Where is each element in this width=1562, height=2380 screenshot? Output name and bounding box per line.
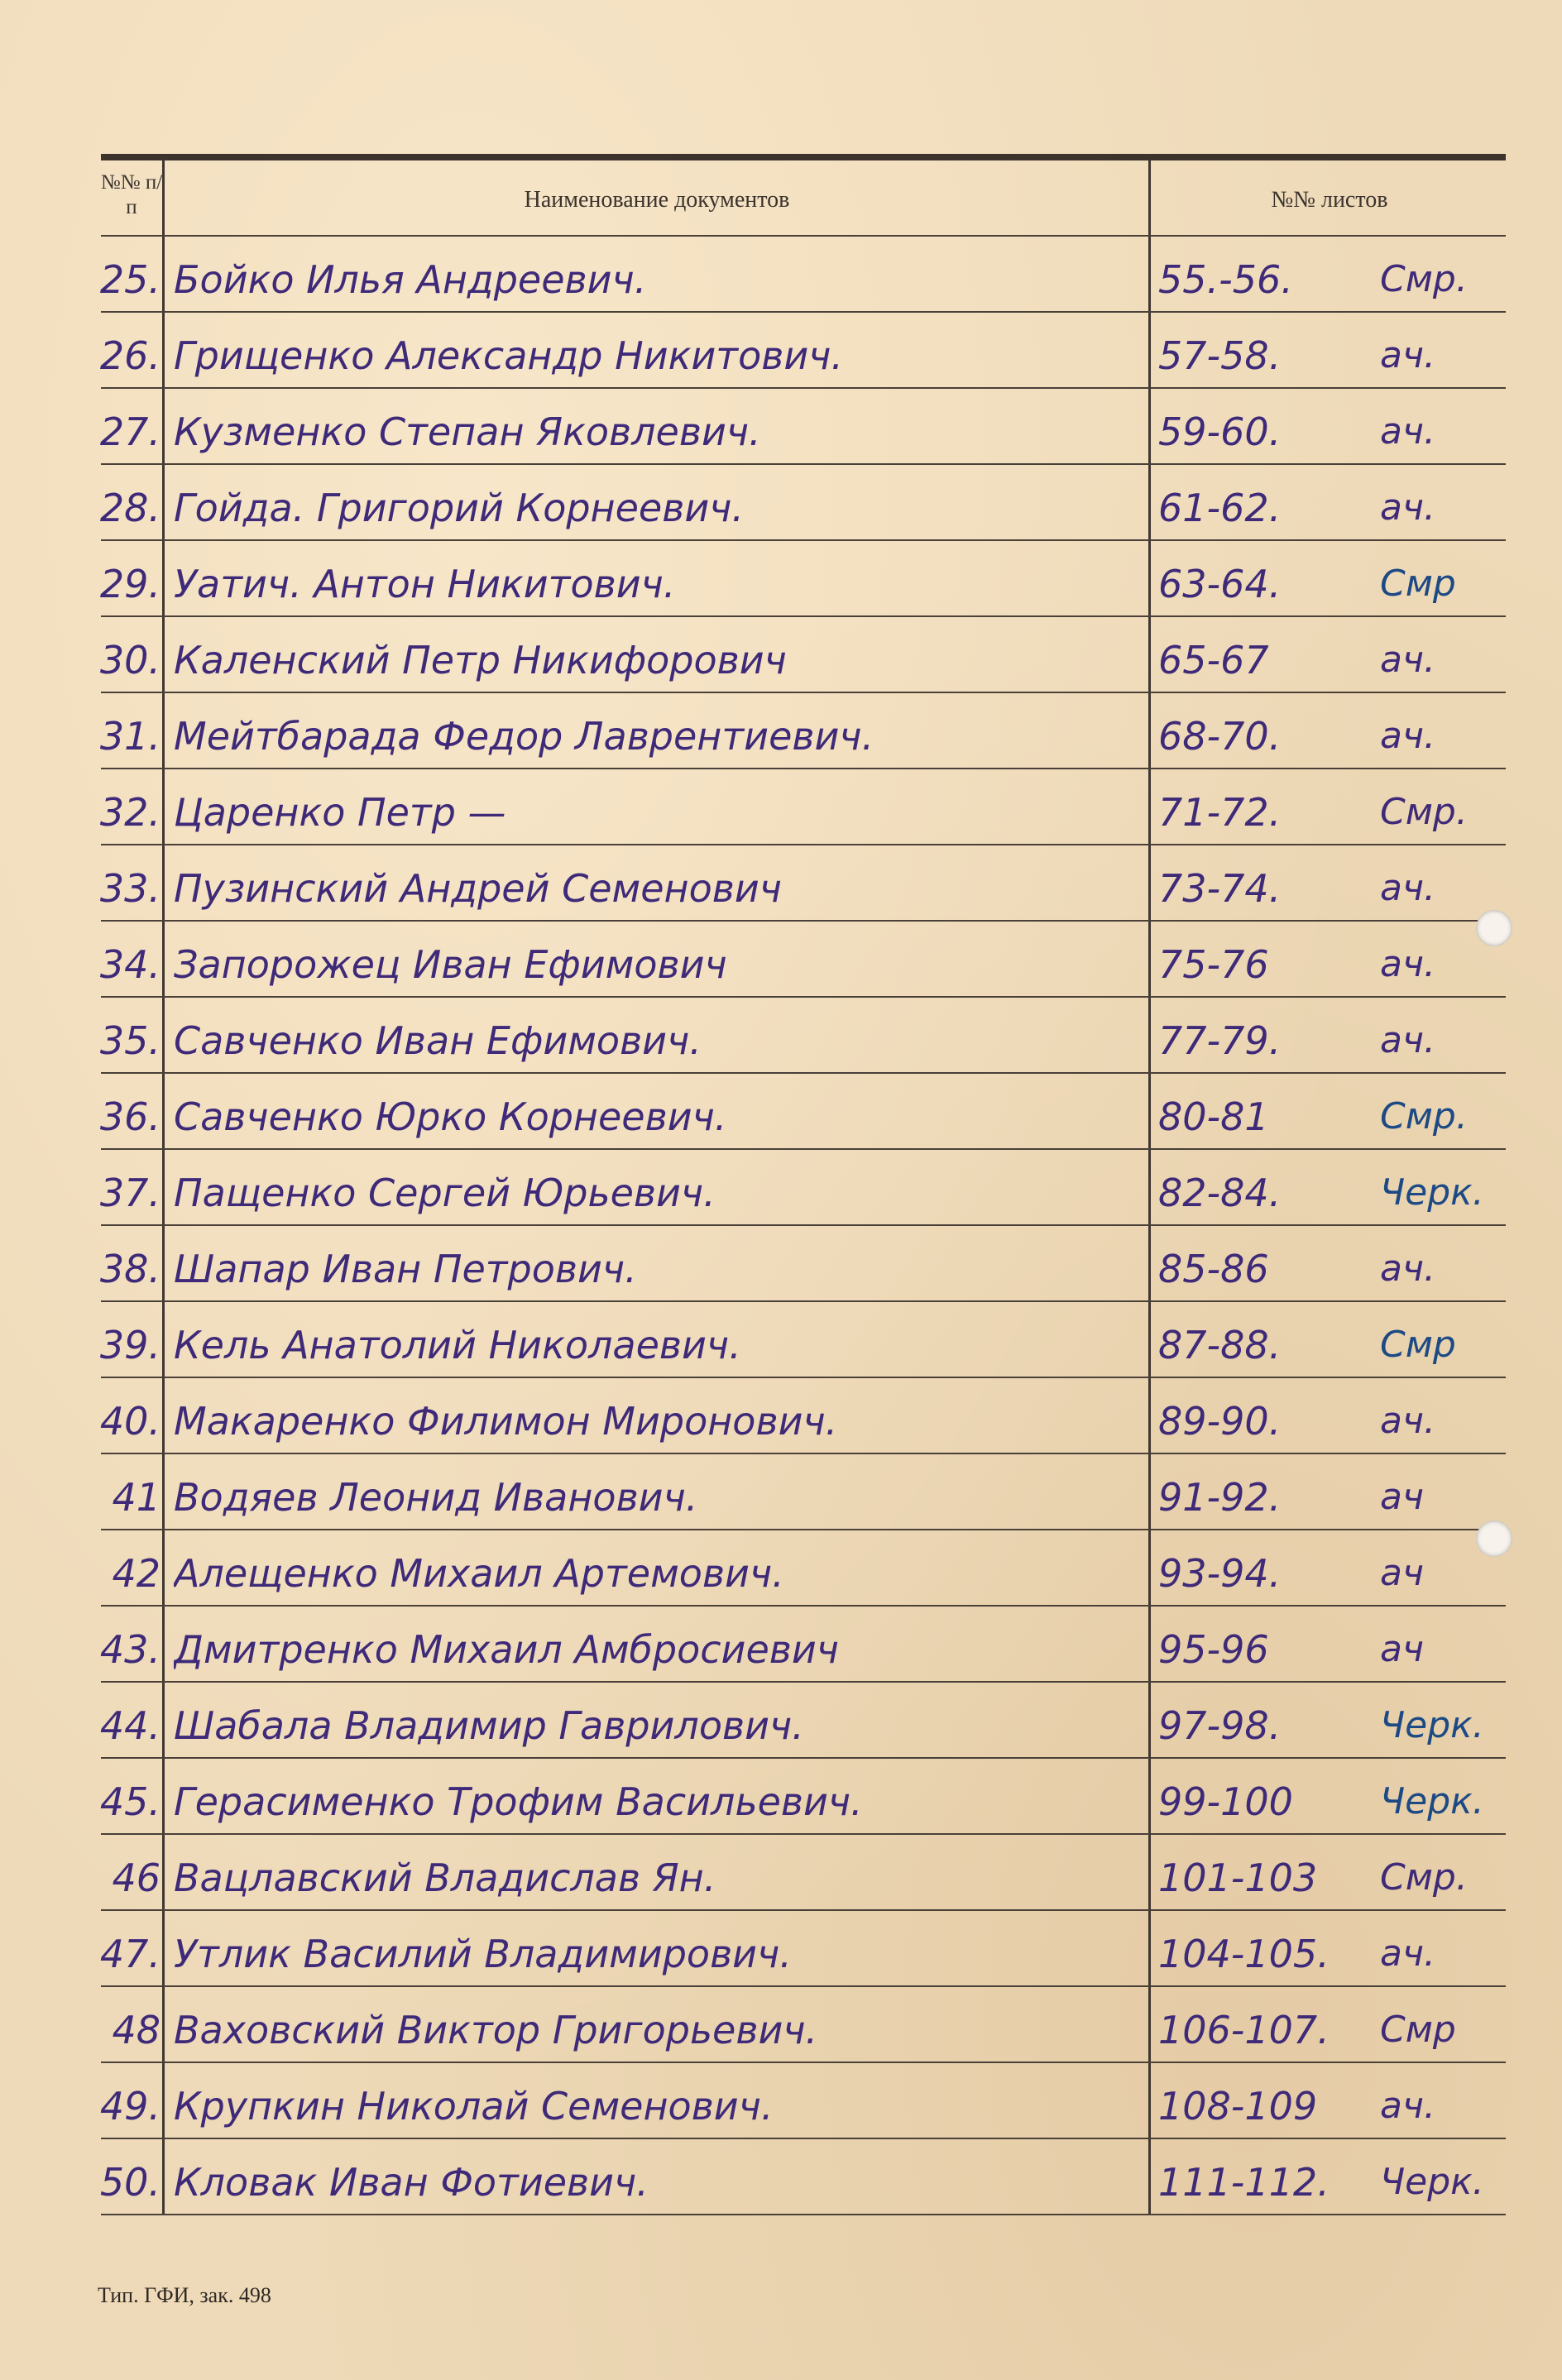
sheet-range: 108-109 bbox=[1158, 2084, 1318, 2129]
location-note: Черк. bbox=[1380, 2161, 1484, 2203]
location-note: ач. bbox=[1380, 1932, 1435, 1975]
person-name: Пузинский Андрей Семенович bbox=[174, 866, 782, 911]
header-document-name: Наименование документов bbox=[524, 187, 790, 213]
table-row bbox=[0, 1148, 1562, 1224]
table-row bbox=[0, 463, 1562, 539]
sheet-range: 87-88. bbox=[1158, 1323, 1282, 1367]
person-name: Кловак Иван Фотиевич. bbox=[174, 2160, 649, 2205]
location-note: ач. bbox=[1380, 1247, 1435, 1290]
row-number: 42 bbox=[112, 1551, 161, 1596]
sheet-range: 59-60. bbox=[1158, 409, 1282, 454]
sheet-range: 77-79. bbox=[1158, 1018, 1282, 1063]
location-note: ач. bbox=[1380, 867, 1435, 909]
table-row bbox=[0, 1072, 1562, 1148]
sheet-range: 63-64. bbox=[1158, 562, 1282, 606]
sheet-range: 82-84. bbox=[1158, 1171, 1282, 1215]
person-name: Крупкин Николай Семенович. bbox=[174, 2084, 774, 2129]
person-name: Дмитренко Михаил Амбросиевич bbox=[174, 1627, 839, 1672]
row-number: 50. bbox=[99, 2160, 161, 2205]
table-row bbox=[0, 311, 1562, 387]
punch-hole bbox=[1476, 1520, 1512, 1557]
person-name: Гойда. Григорий Корнеевич. bbox=[174, 486, 745, 530]
table-row bbox=[0, 2138, 1562, 2214]
row-number: 46 bbox=[112, 1856, 161, 1900]
person-name: Савченко Юрко Корнеевич. bbox=[174, 1094, 727, 1139]
location-note: ач. bbox=[1380, 943, 1435, 985]
sheet-range: 111-112. bbox=[1158, 2160, 1330, 2205]
row-number: 33. bbox=[99, 866, 161, 911]
row-number: 48 bbox=[112, 2008, 161, 2052]
location-note: ач. bbox=[1380, 2085, 1435, 2127]
row-number: 45. bbox=[99, 1779, 161, 1824]
location-note: Смр bbox=[1380, 563, 1456, 605]
sheet-range: 104-105. bbox=[1158, 1932, 1330, 1976]
sheet-range: 73-74. bbox=[1158, 866, 1282, 911]
location-note: ач. bbox=[1380, 1400, 1435, 1442]
table-row bbox=[0, 768, 1562, 844]
row-number: 27. bbox=[99, 409, 161, 454]
sheet-range: 91-92. bbox=[1158, 1475, 1282, 1520]
row-rule bbox=[101, 2214, 1506, 2215]
table-row bbox=[0, 920, 1562, 996]
table-row bbox=[0, 1985, 1562, 2062]
location-note: Черк. bbox=[1380, 1780, 1484, 1822]
printer-imprint: Тип. ГФИ, зак. 498 bbox=[98, 2283, 271, 2307]
location-note: ач. bbox=[1380, 486, 1435, 529]
punch-hole bbox=[1476, 910, 1512, 946]
location-note: Смр. bbox=[1380, 791, 1468, 833]
sheet-range: 65-67 bbox=[1158, 638, 1269, 682]
location-note: ач bbox=[1380, 1628, 1424, 1670]
row-number: 38. bbox=[99, 1247, 161, 1291]
row-number: 34. bbox=[99, 942, 161, 987]
location-note: ач bbox=[1380, 1552, 1424, 1594]
table-row bbox=[0, 1681, 1562, 1757]
row-number: 40. bbox=[99, 1399, 161, 1444]
table-row bbox=[0, 615, 1562, 692]
sheet-range: 71-72. bbox=[1158, 790, 1282, 835]
table-row bbox=[0, 1300, 1562, 1377]
row-number: 31. bbox=[99, 714, 161, 759]
location-note: Черк. bbox=[1380, 1704, 1484, 1746]
row-number: 28. bbox=[99, 486, 161, 530]
row-number: 25. bbox=[99, 257, 161, 302]
row-number: 26. bbox=[99, 333, 161, 378]
table-row bbox=[0, 692, 1562, 768]
person-name: Каленский Петр Никифорович bbox=[174, 638, 787, 682]
table-row bbox=[0, 1909, 1562, 1985]
person-name: Грищенко Александр Никитович. bbox=[174, 333, 844, 378]
header-sheets: №№ листов bbox=[1271, 187, 1388, 213]
location-note: ач. bbox=[1380, 410, 1435, 453]
sheet-range: 106-107. bbox=[1158, 2008, 1330, 2052]
row-number: 37. bbox=[99, 1171, 161, 1215]
sheet-range: 61-62. bbox=[1158, 486, 1282, 530]
row-number: 49. bbox=[99, 2084, 161, 2129]
person-name: Мейтбарада Федор Лаврентиевич. bbox=[174, 714, 874, 759]
location-note: Смр. bbox=[1380, 1856, 1468, 1899]
header-number: №№ п/п bbox=[100, 171, 163, 218]
sheet-range: 57-58. bbox=[1158, 333, 1282, 378]
person-name: Шапар Иван Петрович. bbox=[174, 1247, 637, 1291]
location-note: ач. bbox=[1380, 334, 1435, 376]
table-row bbox=[0, 2062, 1562, 2138]
table-row bbox=[0, 235, 1562, 311]
person-name: Кель Анатолий Николаевич. bbox=[174, 1323, 741, 1367]
sheet-range: 55.-56. bbox=[1158, 257, 1293, 302]
table-row bbox=[0, 996, 1562, 1072]
row-number: 29. bbox=[99, 562, 161, 606]
row-number: 36. bbox=[99, 1094, 161, 1139]
sheet-range: 89-90. bbox=[1158, 1399, 1282, 1444]
sheet-range: 99-100 bbox=[1158, 1779, 1293, 1824]
sheet-range: 80-81 bbox=[1158, 1094, 1269, 1139]
sheet-range: 101-103 bbox=[1158, 1856, 1318, 1900]
sheet-range: 75-76 bbox=[1158, 942, 1269, 987]
person-name: Кузменко Степан Яковлевич. bbox=[174, 409, 761, 454]
row-number: 41 bbox=[112, 1475, 161, 1520]
table-row bbox=[0, 1453, 1562, 1529]
location-note: Черк. bbox=[1380, 1171, 1484, 1214]
row-number: 35. bbox=[99, 1018, 161, 1063]
sheet-range: 93-94. bbox=[1158, 1551, 1282, 1596]
location-note: ач. bbox=[1380, 1019, 1435, 1061]
location-note: ач. bbox=[1380, 639, 1435, 681]
table-row bbox=[0, 1833, 1562, 1909]
row-number: 32. bbox=[99, 790, 161, 835]
row-number: 39. bbox=[99, 1323, 161, 1367]
table-row bbox=[0, 1605, 1562, 1681]
person-name: Царенко Петр — bbox=[174, 790, 506, 835]
table-row bbox=[0, 844, 1562, 920]
sheet-range: 95-96 bbox=[1158, 1627, 1269, 1672]
person-name: Макаренко Филимон Миронович. bbox=[174, 1399, 838, 1444]
row-number: 47. bbox=[99, 1932, 161, 1976]
person-name: Алещенко Михаил Артемович. bbox=[174, 1551, 784, 1596]
person-name: Ваховский Виктор Григорьевич. bbox=[174, 2008, 818, 2052]
person-name: Водяев Леонид Иванович. bbox=[174, 1475, 698, 1520]
sheet-range: 97-98. bbox=[1158, 1703, 1282, 1748]
sheet-range: 85-86 bbox=[1158, 1247, 1269, 1291]
location-note: ач. bbox=[1380, 715, 1435, 757]
person-name: Бойко Илья Андреевич. bbox=[174, 257, 647, 302]
row-number: 44. bbox=[99, 1703, 161, 1748]
location-note: ач bbox=[1380, 1476, 1424, 1518]
person-name: Уатич. Антон Никитович. bbox=[174, 562, 676, 606]
location-note: Смр. bbox=[1380, 258, 1468, 300]
location-note: Смр bbox=[1380, 2009, 1456, 2051]
row-number: 43. bbox=[99, 1627, 161, 1672]
person-name: Савченко Иван Ефимович. bbox=[174, 1018, 702, 1063]
table-top-rule bbox=[101, 154, 1506, 160]
sheet-range: 68-70. bbox=[1158, 714, 1282, 759]
person-name: Вацлавский Владислав Ян. bbox=[174, 1856, 716, 1900]
location-note: Смр. bbox=[1380, 1095, 1468, 1137]
table-row bbox=[0, 387, 1562, 463]
table-row bbox=[0, 1529, 1562, 1605]
person-name: Запорожец Иван Ефимович bbox=[174, 942, 727, 987]
table-row bbox=[0, 1377, 1562, 1453]
person-name: Пащенко Сергей Юрьевич. bbox=[174, 1171, 716, 1215]
row-number: 30. bbox=[99, 638, 161, 682]
person-name: Герасименко Трофим Васильевич. bbox=[174, 1779, 863, 1824]
table-row bbox=[0, 1224, 1562, 1300]
table-row bbox=[0, 1757, 1562, 1833]
location-note: Смр bbox=[1380, 1324, 1456, 1366]
person-name: Шабала Владимир Гаврилович. bbox=[174, 1703, 804, 1748]
table-row bbox=[0, 539, 1562, 615]
person-name: Утлик Василий Владимирович. bbox=[174, 1932, 792, 1976]
